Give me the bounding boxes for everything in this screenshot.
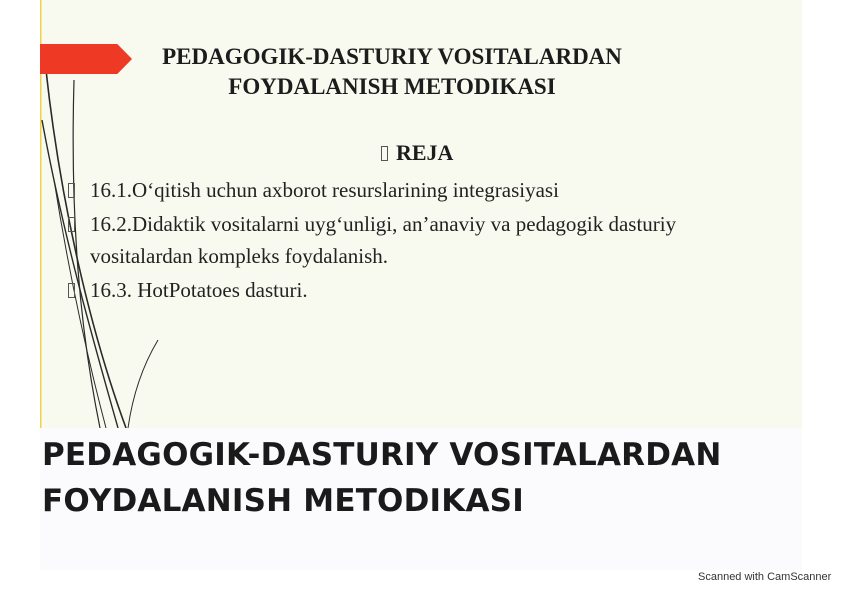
slide-title: PEDAGOGIK-DASTURIY VOSITALARDAN FOYDALANISH METODIKASI (162, 44, 622, 99)
scanner-watermark: Scanned with CamScanner (698, 571, 832, 583)
slide-image (40, 0, 802, 428)
plan-item-text: 16.3. HotPotatoes dasturi. (90, 278, 308, 302)
plan-item-text: 16.1.O‘qitish uchun axborot resurslarining integrasiyasi (90, 178, 559, 202)
caption-title: PEDAGOGIK-DASTURIY VOSITALARDAN FOYDALANISH METODIKASI (42, 437, 722, 519)
bullet-box-icon (68, 283, 75, 298)
plan-item-text: 16.2.Didaktik vositalarni uyg‘unligi, an’anaviy va pedagogik dasturiy vositalardan kompleks foydalanish. (90, 212, 677, 268)
plan-item (66, 208, 766, 272)
bullet-box-icon (68, 217, 75, 232)
bullet-box-icon (381, 146, 388, 161)
bullet-box-icon (68, 183, 75, 198)
red-arrow-banner (40, 44, 132, 74)
plan-item (66, 174, 766, 206)
plan-list (66, 174, 766, 308)
caption-panel (40, 428, 802, 570)
plan-heading-label: REJA (396, 140, 454, 165)
plan-item (66, 274, 766, 306)
plan-heading (381, 139, 453, 167)
